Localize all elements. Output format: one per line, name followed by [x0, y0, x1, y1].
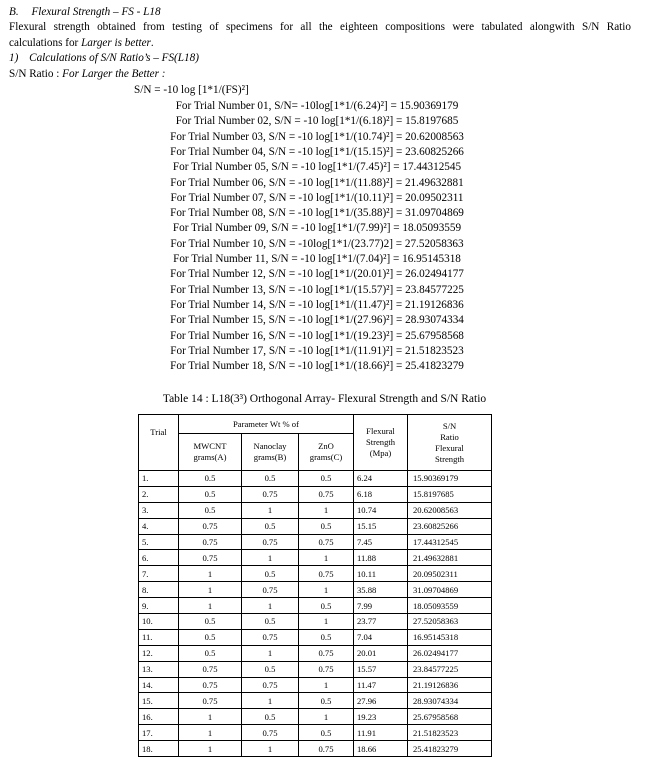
- table-row: [139, 582, 492, 598]
- fs-cell: 7.04: [354, 629, 408, 645]
- trial-formula: For Trial Number 18, S/N = -10 log[1*1/(18.66)²] = 25.41823279: [170, 360, 464, 373]
- sn-cell: 28.93074334: [408, 693, 492, 709]
- zno-cell: 1: [299, 709, 354, 725]
- sn-cell: 15.90369179: [408, 471, 492, 487]
- nanoclay-cell: 0.75: [242, 725, 299, 741]
- trial-cell: 1.: [139, 471, 179, 487]
- sn-cell: 15.8197685: [408, 486, 492, 502]
- paragraph-italic: Larger is better: [81, 37, 151, 49]
- nanoclay-cell: 1: [242, 741, 299, 757]
- trial-cell: 4.: [139, 518, 179, 534]
- table-row: [139, 518, 492, 534]
- trial-formula: For Trial Number 13, S/N = -10 log[1*1/(15.57)²] = 23.84577225: [170, 283, 464, 296]
- mwcnt-cell: 0.75: [179, 518, 242, 534]
- header-sn-4: Strength: [434, 453, 465, 464]
- nanoclay-cell: 0.5: [242, 566, 299, 582]
- table-row: [139, 598, 492, 614]
- header-sn-3: Flexural: [435, 442, 464, 453]
- nanoclay-cell: 0.5: [242, 518, 299, 534]
- fs-cell: 35.88: [354, 582, 408, 598]
- sn-cell: 27.52058363: [408, 614, 492, 630]
- mwcnt-cell: 1: [179, 741, 242, 757]
- trial-formula: For Trial Number 06, S/N = -10 log[1*1/(11.88)²] = 21.49632881: [170, 176, 464, 189]
- mwcnt-cell: 0.5: [179, 502, 242, 518]
- subsection-prefix: 1): [9, 52, 19, 64]
- zno-cell: 0.5: [299, 598, 354, 614]
- sn-cell: 21.19126836: [408, 677, 492, 693]
- trial-cell: 11.: [139, 629, 179, 645]
- sn-cell: 31.09704869: [408, 582, 492, 598]
- table-row: [139, 661, 492, 677]
- table-title: Table 14 : L18(3³) Orthogonal Array- Flexural Strength and S/N Ratio: [162, 393, 487, 405]
- zno-cell: 0.75: [299, 566, 354, 582]
- trial-cell: 18.: [139, 741, 179, 757]
- table-row: [139, 741, 492, 757]
- nanoclay-cell: 0.75: [242, 534, 299, 550]
- sn-label: S/N Ratio :: [9, 68, 60, 80]
- paragraph-line-2: [9, 37, 154, 50]
- zno-cell: 0.5: [299, 518, 354, 534]
- fs-cell: 18.66: [354, 741, 408, 757]
- trial-formula: For Trial Number 07, S/N = -10 log[1*1/(10.11)²] = 20.09502311: [170, 191, 464, 204]
- fs-cell: 6.18: [354, 486, 408, 502]
- mwcnt-cell: 1: [179, 725, 242, 741]
- table-row: [139, 534, 492, 550]
- trial-cell: 14.: [139, 677, 179, 693]
- paragraph-end: .: [150, 37, 154, 49]
- fs-cell: 11.88: [354, 550, 408, 566]
- zno-cell: 0.5: [299, 725, 354, 741]
- nanoclay-cell: 1: [242, 550, 299, 566]
- nanoclay-cell: 1: [242, 598, 299, 614]
- zno-cell: 0.5: [299, 693, 354, 709]
- trial-formula: For Trial Number 15, S/N = -10 log[1*1/(27.96)²] = 28.93074334: [170, 314, 464, 327]
- header-zno-2: grams(C): [309, 452, 343, 462]
- trial-cell: 3.: [139, 502, 179, 518]
- sn-cell: 20.62008563: [408, 502, 492, 518]
- zno-cell: 1: [299, 614, 354, 630]
- trial-cell: 13.: [139, 661, 179, 677]
- sn-cell: 16.95145318: [408, 629, 492, 645]
- nanoclay-cell: 0.75: [242, 677, 299, 693]
- paragraph-plain: calculations for: [9, 37, 79, 49]
- mwcnt-cell: 0.5: [179, 614, 242, 630]
- zno-cell: 0.75: [299, 741, 354, 757]
- table-row: [139, 645, 492, 661]
- table-row: [139, 614, 492, 630]
- header-zno: [299, 434, 354, 471]
- table-row: [139, 566, 492, 582]
- fs-cell: 10.11: [354, 566, 408, 582]
- mwcnt-cell: 0.75: [179, 550, 242, 566]
- sn-label-italic: For Larger the Better :: [62, 68, 166, 80]
- zno-cell: 0.75: [299, 645, 354, 661]
- nanoclay-cell: 0.5: [242, 709, 299, 725]
- header-mwcnt-1: MWCNT: [193, 441, 227, 451]
- trial-cell: 9.: [139, 598, 179, 614]
- trial-formula: For Trial Number 03, S/N = -10 log[1*1/(10.74)²] = 20.62008563: [170, 130, 464, 143]
- trial-cell: 8.: [139, 582, 179, 598]
- section-heading-text: Flexural Strength – FS - L18: [31, 6, 161, 18]
- sn-cell: 23.84577225: [408, 661, 492, 677]
- trial-cell: 17.: [139, 725, 179, 741]
- sn-cell: 26.02494177: [408, 645, 492, 661]
- mwcnt-cell: 0.5: [179, 629, 242, 645]
- fs-cell: 27.96: [354, 693, 408, 709]
- trial-formula: For Trial Number 10, S/N = -10log[1*1/(23.77)2] = 27.52058363: [170, 237, 464, 250]
- results-table: [138, 414, 492, 757]
- zno-cell: 0.75: [299, 661, 354, 677]
- fs-cell: 10.74: [354, 502, 408, 518]
- sn-cell: 21.49632881: [408, 550, 492, 566]
- table-row: [139, 502, 492, 518]
- trial-formula: For Trial Number 16, S/N = -10 log[1*1/(19.23)²] = 25.67958568: [170, 329, 464, 342]
- trial-cell: 7.: [139, 566, 179, 582]
- trial-formula: For Trial Number 12, S/N = -10 log[1*1/(20.01)²] = 26.02494177: [170, 268, 464, 281]
- zno-cell: 1: [299, 582, 354, 598]
- nanoclay-cell: 1: [242, 645, 299, 661]
- header-fs-2: Strength: [365, 437, 396, 447]
- section-heading-prefix: B.: [9, 6, 19, 18]
- header-param-group: Parameter Wt % of: [179, 415, 354, 434]
- sn-cell: 20.09502311: [408, 566, 492, 582]
- mwcnt-cell: 0.5: [179, 486, 242, 502]
- mwcnt-cell: 0.75: [179, 534, 242, 550]
- header-mwcnt-2: grams(A): [193, 452, 227, 462]
- sn-cell: 21.51823523: [408, 725, 492, 741]
- table-row: [139, 709, 492, 725]
- trial-cell: 5.: [139, 534, 179, 550]
- nanoclay-cell: 0.75: [242, 629, 299, 645]
- mwcnt-cell: 0.75: [179, 661, 242, 677]
- zno-cell: 1: [299, 550, 354, 566]
- trial-cell: 16.: [139, 709, 179, 725]
- nanoclay-cell: 0.75: [242, 582, 299, 598]
- fs-cell: 23.77: [354, 614, 408, 630]
- fs-cell: 11.91: [354, 725, 408, 741]
- mwcnt-cell: 0.5: [179, 645, 242, 661]
- zno-cell: 1: [299, 502, 354, 518]
- fs-cell: 7.45: [354, 534, 408, 550]
- trial-formula: For Trial Number 11, S/N = -10 log[1*1/(7.04)²] = 16.95145318: [173, 253, 461, 265]
- sn-cell: 23.60825266: [408, 518, 492, 534]
- table-row: [139, 471, 492, 487]
- trial-formula: For Trial Number 04, S/N = -10 log[1*1/(15.15)²] = 23.60825266: [170, 145, 464, 158]
- trial-formula: For Trial Number 14, S/N = -10 log[1*1/(11.47)²] = 21.19126836: [170, 298, 464, 311]
- header-sn-2: Ratio: [440, 431, 459, 442]
- trial-cell: 15.: [139, 693, 179, 709]
- zno-cell: 1: [299, 677, 354, 693]
- trial-formula: For Trial Number 09, S/N = -10 log[1*1/(7.99)²] = 18.05093559: [172, 222, 462, 235]
- header-zno-1: ZnO: [318, 441, 334, 451]
- paragraph-line-1: Flexural strength obtained from testing of specimens for all the eighteen compositions were tabulated alongwith S/N Ratio: [9, 21, 631, 33]
- zno-cell: 0.75: [299, 486, 354, 502]
- header-nanoclay-2: grams(B): [253, 452, 287, 462]
- table-row: [139, 629, 492, 645]
- nanoclay-cell: 0.75: [242, 486, 299, 502]
- trial-formula: For Trial Number 17, S/N = -10 log[1*1/(11.91)²] = 21.51823523: [170, 344, 464, 357]
- zno-cell: 0.5: [299, 629, 354, 645]
- header-sn-1: S/N: [442, 420, 457, 431]
- header-sn: [408, 415, 492, 471]
- main-formula: S/N = -10 log [1*1/(FS)²]: [134, 84, 249, 96]
- sn-cell: 25.41823279: [408, 741, 492, 757]
- table-body: [139, 471, 492, 757]
- subsection-heading: [9, 52, 199, 65]
- mwcnt-cell: 1: [179, 598, 242, 614]
- mwcnt-cell: 1: [179, 566, 242, 582]
- mwcnt-cell: 0.75: [179, 677, 242, 693]
- fs-cell: 19.23: [354, 709, 408, 725]
- header-nanoclay-1: Nanoclay: [253, 441, 287, 451]
- nanoclay-cell: 0.5: [242, 614, 299, 630]
- table-row: [139, 677, 492, 693]
- mwcnt-cell: 0.5: [179, 471, 242, 487]
- trial-cell: 6.: [139, 550, 179, 566]
- sn-ratio-label: [9, 68, 166, 81]
- fs-cell: 11.47: [354, 677, 408, 693]
- fs-cell: 6.24: [354, 471, 408, 487]
- zno-cell: 0.5: [299, 471, 354, 487]
- header-mwcnt: [179, 434, 242, 471]
- table-row: [139, 550, 492, 566]
- header-nanoclay: [242, 434, 299, 471]
- mwcnt-cell: 1: [179, 582, 242, 598]
- sn-cell: 17.44312545: [408, 534, 492, 550]
- table-row: [139, 693, 492, 709]
- header-trial: Trial: [139, 415, 179, 471]
- nanoclay-cell: 1: [242, 502, 299, 518]
- nanoclay-cell: 0.5: [242, 471, 299, 487]
- trial-cell: 12.: [139, 645, 179, 661]
- header-fs: [354, 415, 408, 471]
- fs-cell: 15.15: [354, 518, 408, 534]
- table-row: [139, 486, 492, 502]
- mwcnt-cell: 1: [179, 709, 242, 725]
- nanoclay-cell: 0.5: [242, 661, 299, 677]
- fs-cell: 20.01: [354, 645, 408, 661]
- subsection-text: Calculations of S/N Ratio’s – FS(L18): [29, 52, 199, 64]
- trial-formula: For Trial Number 05, S/N = -10 log[1*1/(7.45)²] = 17.44312545: [172, 161, 462, 174]
- fs-cell: 7.99: [354, 598, 408, 614]
- trial-cell: 2.: [139, 486, 179, 502]
- trial-cell: 10.: [139, 614, 179, 630]
- zno-cell: 0.75: [299, 534, 354, 550]
- nanoclay-cell: 1: [242, 693, 299, 709]
- mwcnt-cell: 0.75: [179, 693, 242, 709]
- trial-formula: For Trial Number 01, S/N= -10log[1*1/(6.24)²] = 15.90369179: [175, 100, 459, 112]
- header-fs-1: Flexural: [366, 426, 395, 436]
- trial-formula: For Trial Number 02, S/N = -10 log[1*1/(6.18)²] = 15.8197685: [175, 115, 459, 128]
- sn-cell: 18.05093559: [408, 598, 492, 614]
- section-heading: [9, 6, 161, 19]
- trial-formula: For Trial Number 08, S/N = -10 log[1*1/(35.88)²] = 31.09704869: [170, 207, 464, 220]
- table-row: [139, 725, 492, 741]
- sn-cell: 25.67958568: [408, 709, 492, 725]
- header-fs-3: (Mpa): [369, 448, 392, 458]
- fs-cell: 15.57: [354, 661, 408, 677]
